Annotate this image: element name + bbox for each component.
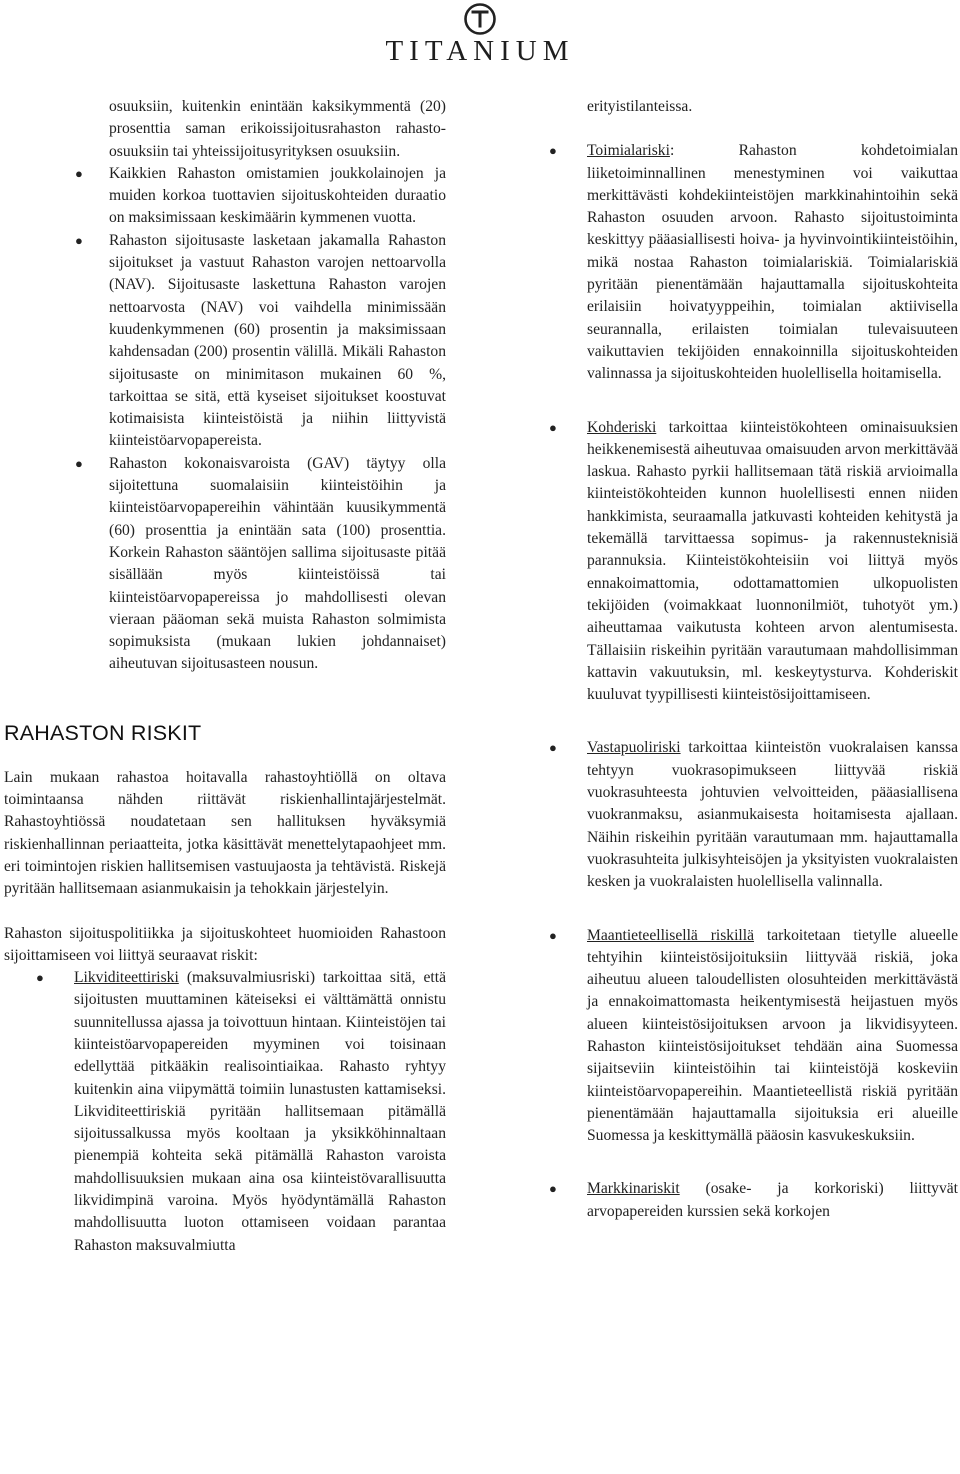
list-item (75, 163, 446, 230)
left-column (4, 96, 446, 1257)
right-continuation-text: erityistilanteissa. (587, 98, 693, 115)
list-item-text: Kaikkien Rahaston omistamien joukkolainojen ja muiden korkoa tuottavien sijoituskohteiden duraatio on maksimissaan keskimäärin kymmenen vuotta. (109, 164, 446, 227)
risk-term: Toimialariski (587, 142, 670, 160)
risk-term: Markkinariskit (587, 1180, 680, 1198)
risk-term: Kohderiski (587, 418, 657, 436)
bullet-icon: ● (549, 740, 557, 756)
bullet-icon: ● (549, 143, 557, 159)
risk-description: tarkoitetaan tietylle alueelle tehtyihin kiinteistösijoituksiin liittyvää riskiä, joka aiheutuu alueen taloudellisten olosuhteiden merkittävästä ja ennakoimattomasta heikentymisestä heijastuen myös alueen kiinteistösijoituksen arvoon ja likvidisyyteen. Rahaston kiinteistösijoitukset tehdään aina Suomessa sijaitseviin kiinteistöihin tai kiinteistöjä koskeviin kiinteistöarvopapereihin. Maantieteellistä riskiä pyritään pienentämään hajauttamalla sijoituksia eri alueille Suomessa ja keskittymällä pääosin kasvukeskuksiin. (587, 926, 958, 1145)
bullet-icon: ● (549, 419, 557, 435)
risks-intro-paragraph: Rahaston sijoituspolitiikka ja sijoituskohteet huomioiden Rahastoon sijoittamiseen voi liittyä seuraavat riskit: (4, 924, 446, 964)
brand-name: TITANIUM (385, 35, 575, 67)
risk-description: tarkoittaa kiinteistökohteen ominaisuuksien heikkenemisestä aiheutuvaa omaisuuden arvon merkittävää laskua. Rahasto pyrkii hallitsemaan tätä riskiä arvioimalla kiinteistökohteiden kunnon huolellisesti ennen niiden hankkimista, seuraamalla jatkuvasti kohteiden kehitystä ja tekemällä tarvittaessa sopimus- ja rakennusteknisiä parannuksia. Kiinteistökohteisiin voi liittyä myös ennakoimattomia, odottamattomien ulkopuolisten tekijöiden (voimakkaat luonnonilmiöt, tuhotyöt ym.) aiheuttamaa vaikutusta kohteen arvon alentumisesta. Tällaisiin riskeihin pyritään varautumaan mahdollisimman kattavin vakuutuksin, ml. keskeytysturva. Kohderiskit kuuluvat tyypillisesti kiinteistösijoittamiseen. (587, 418, 958, 704)
risk-item-liquidity (36, 967, 446, 1257)
risk-item-property (549, 417, 958, 707)
bullet-icon: ● (549, 927, 557, 943)
risk-item-industry (549, 140, 958, 385)
left-continuation-text: osuuksiin, kuitenkin enintään kaksikymmentä (20) prosenttia saman erikoissijoitusrahaston rahasto-osuuksiin tai yhteissijoitusyrityksen osuuksiin. (109, 98, 446, 160)
section-title: RAHASTON RISKIT (4, 720, 202, 745)
risk-term: Vastapuoliriski (587, 739, 681, 757)
risk-term: Maantieteellisellä riskillä (587, 926, 755, 944)
risk-description: (maksuvalmiusriski) tarkoittaa sitä, että sijoitusten muuttaminen käteiseksi ei välttämättä onnistu suunnitellussa ajassa ja toivottuun hintaan. Kiinteistöjen tai kiinteistöarvopapereiden myyminen voi toisinaan edellyttää pitkääkin realisointiaikaa. Rahasto ryhtyy kuitenkin aina viipymättä toimiin lunastusten kattamiseksi. Likviditeettiriskiä pyritään hallitsemaan pitämällä sijoitussalkussa myös kooltaan ja yksikköhinnaltaan pienempiä kohteita sekä pitämällä Rahaston varoista mahdollisuuksien mukaan aina osa kiinteistövarallisuutta likvidimpinä varoina. Myös hyödyntämällä Rahaston mahdollisuutta luoton ottamiseen voidaan parantaa Rahaston maksuvalmiutta (74, 969, 446, 1254)
list-item (75, 453, 446, 676)
bullet-icon: ● (36, 970, 44, 986)
risk-description: (osake- ja korkoriski) liittyvät arvopapereiden kurssien sekä korkojen (587, 1180, 958, 1220)
list-item (75, 230, 446, 453)
risk-description: tarkoittaa kiinteistön vuokralaisen kanssa tehtyyn vuokrasopimukseen liittyvää riskiä vuokrasuhteesta johtuvien velvoitteiden, pääasiallisena vuokranmaksu, asianmukaisesta hoitamisesta ajallaan. Näihin riskeihin pyritään varautumaan mm. hajauttamalla vuokrasuhteita julkisyhteisöjen ja yksityisten vuokralaisten kesken ja vuokralaisten huolellisella valinnalla. (587, 739, 958, 891)
bullet-icon: ● (75, 455, 83, 471)
right-column (549, 96, 958, 1223)
risk-management-paragraph: Lain mukaan rahastoa hoitavalla rahastoyhtiöllä on oltava toimintaansa nähden riittävät riskienhallintajärjestelmät. Rahastoyhtiössä noudatetaan sen hallituksen hyväksymiä riskienhallinnan periaatteita, jotka käsittävät menettelytapaohjeet mm. eri toimintojen riskien hallitsemisen vastuujaosta ja tehtävistä. Riskejä pyritään hallitsemaan asianmukaisin ja tehokkain järjestelyin. (4, 768, 446, 898)
risk-item-counterparty (549, 737, 958, 893)
list-item-text: Rahaston kokonaisvaroista (GAV) täytyy olla sijoitettuna suomalaisiin kiinteistöihin ja kiinteistöarvopapereihin vähintään kuusikymmentä (60) prosenttia ja enintään sata (100) prosenttia. Korkein Rahaston sääntöjen sallima sijoitusaste pitää sisällään myös kiinteistöissä tai kiinteistöarvopapereissa jo mahdollisesti olevan vieraan pääoman sekä muista Rahaston solmimista sopimuksista (mukaan lukien johdannaiset) aiheutuvan sijoitusasteen nousun. (109, 454, 446, 673)
bullet-icon: ● (549, 1181, 557, 1197)
risk-description: : Rahaston kohdetoimialan liiketoiminnallinen menestyminen voi vaikuttaa merkittävästi kohdekiinteistöjen markkinahintoihin sekä Rahaston osuuden arvoon. Rahasto sijoitustoiminta keskittyy pääasiallisesti hoiva- ja hyvinvointikiinteistöihin, mikä nostaa Rahaston toimialariskiä. Toimialariskiä pyritään pienentämään hajauttamalla sijoituskohteita erilaisiin hoivatyyppeihin, toimialan aktiivisella seurannalla, erilaisten toimialan tulevaisuuteen vaikuttavien tekijöiden ennakoinnilla sijoituskohteiden valinnassa ja sijoituskohteiden huolellisella hoitamisella. (587, 142, 958, 383)
list-item-text: Rahaston sijoitusaste lasketaan jakamalla Rahaston sijoitukset ja vastuut Rahaston varojen nettoarvolla (NAV). Sijoitusaste laskettuna Rahaston varojen nettoarvosta (NAV) voi vaihdella minimissään kuudenkymmenen (60) prosentin ja maksimissaan kahdensadan (200) prosentin välillä. Mikäli Rahaston sijoitusaste on minimitason mukainen 60 %, tarkoittaa se sitä, että kyseiset sijoitukset koostuvat kotimaisista kiinteistöistä ja niihin liittyvistä kiinteistöarvopapereista. (109, 231, 446, 450)
titanium-logo (378, 2, 582, 68)
risk-item-geographic (549, 925, 958, 1148)
risk-term: Likviditeettiriski (74, 969, 179, 987)
bullet-icon: ● (75, 232, 83, 248)
bullet-icon: ● (75, 165, 83, 181)
titanium-t-circle-logo-icon (460, 2, 500, 36)
risk-item-market (549, 1178, 958, 1223)
